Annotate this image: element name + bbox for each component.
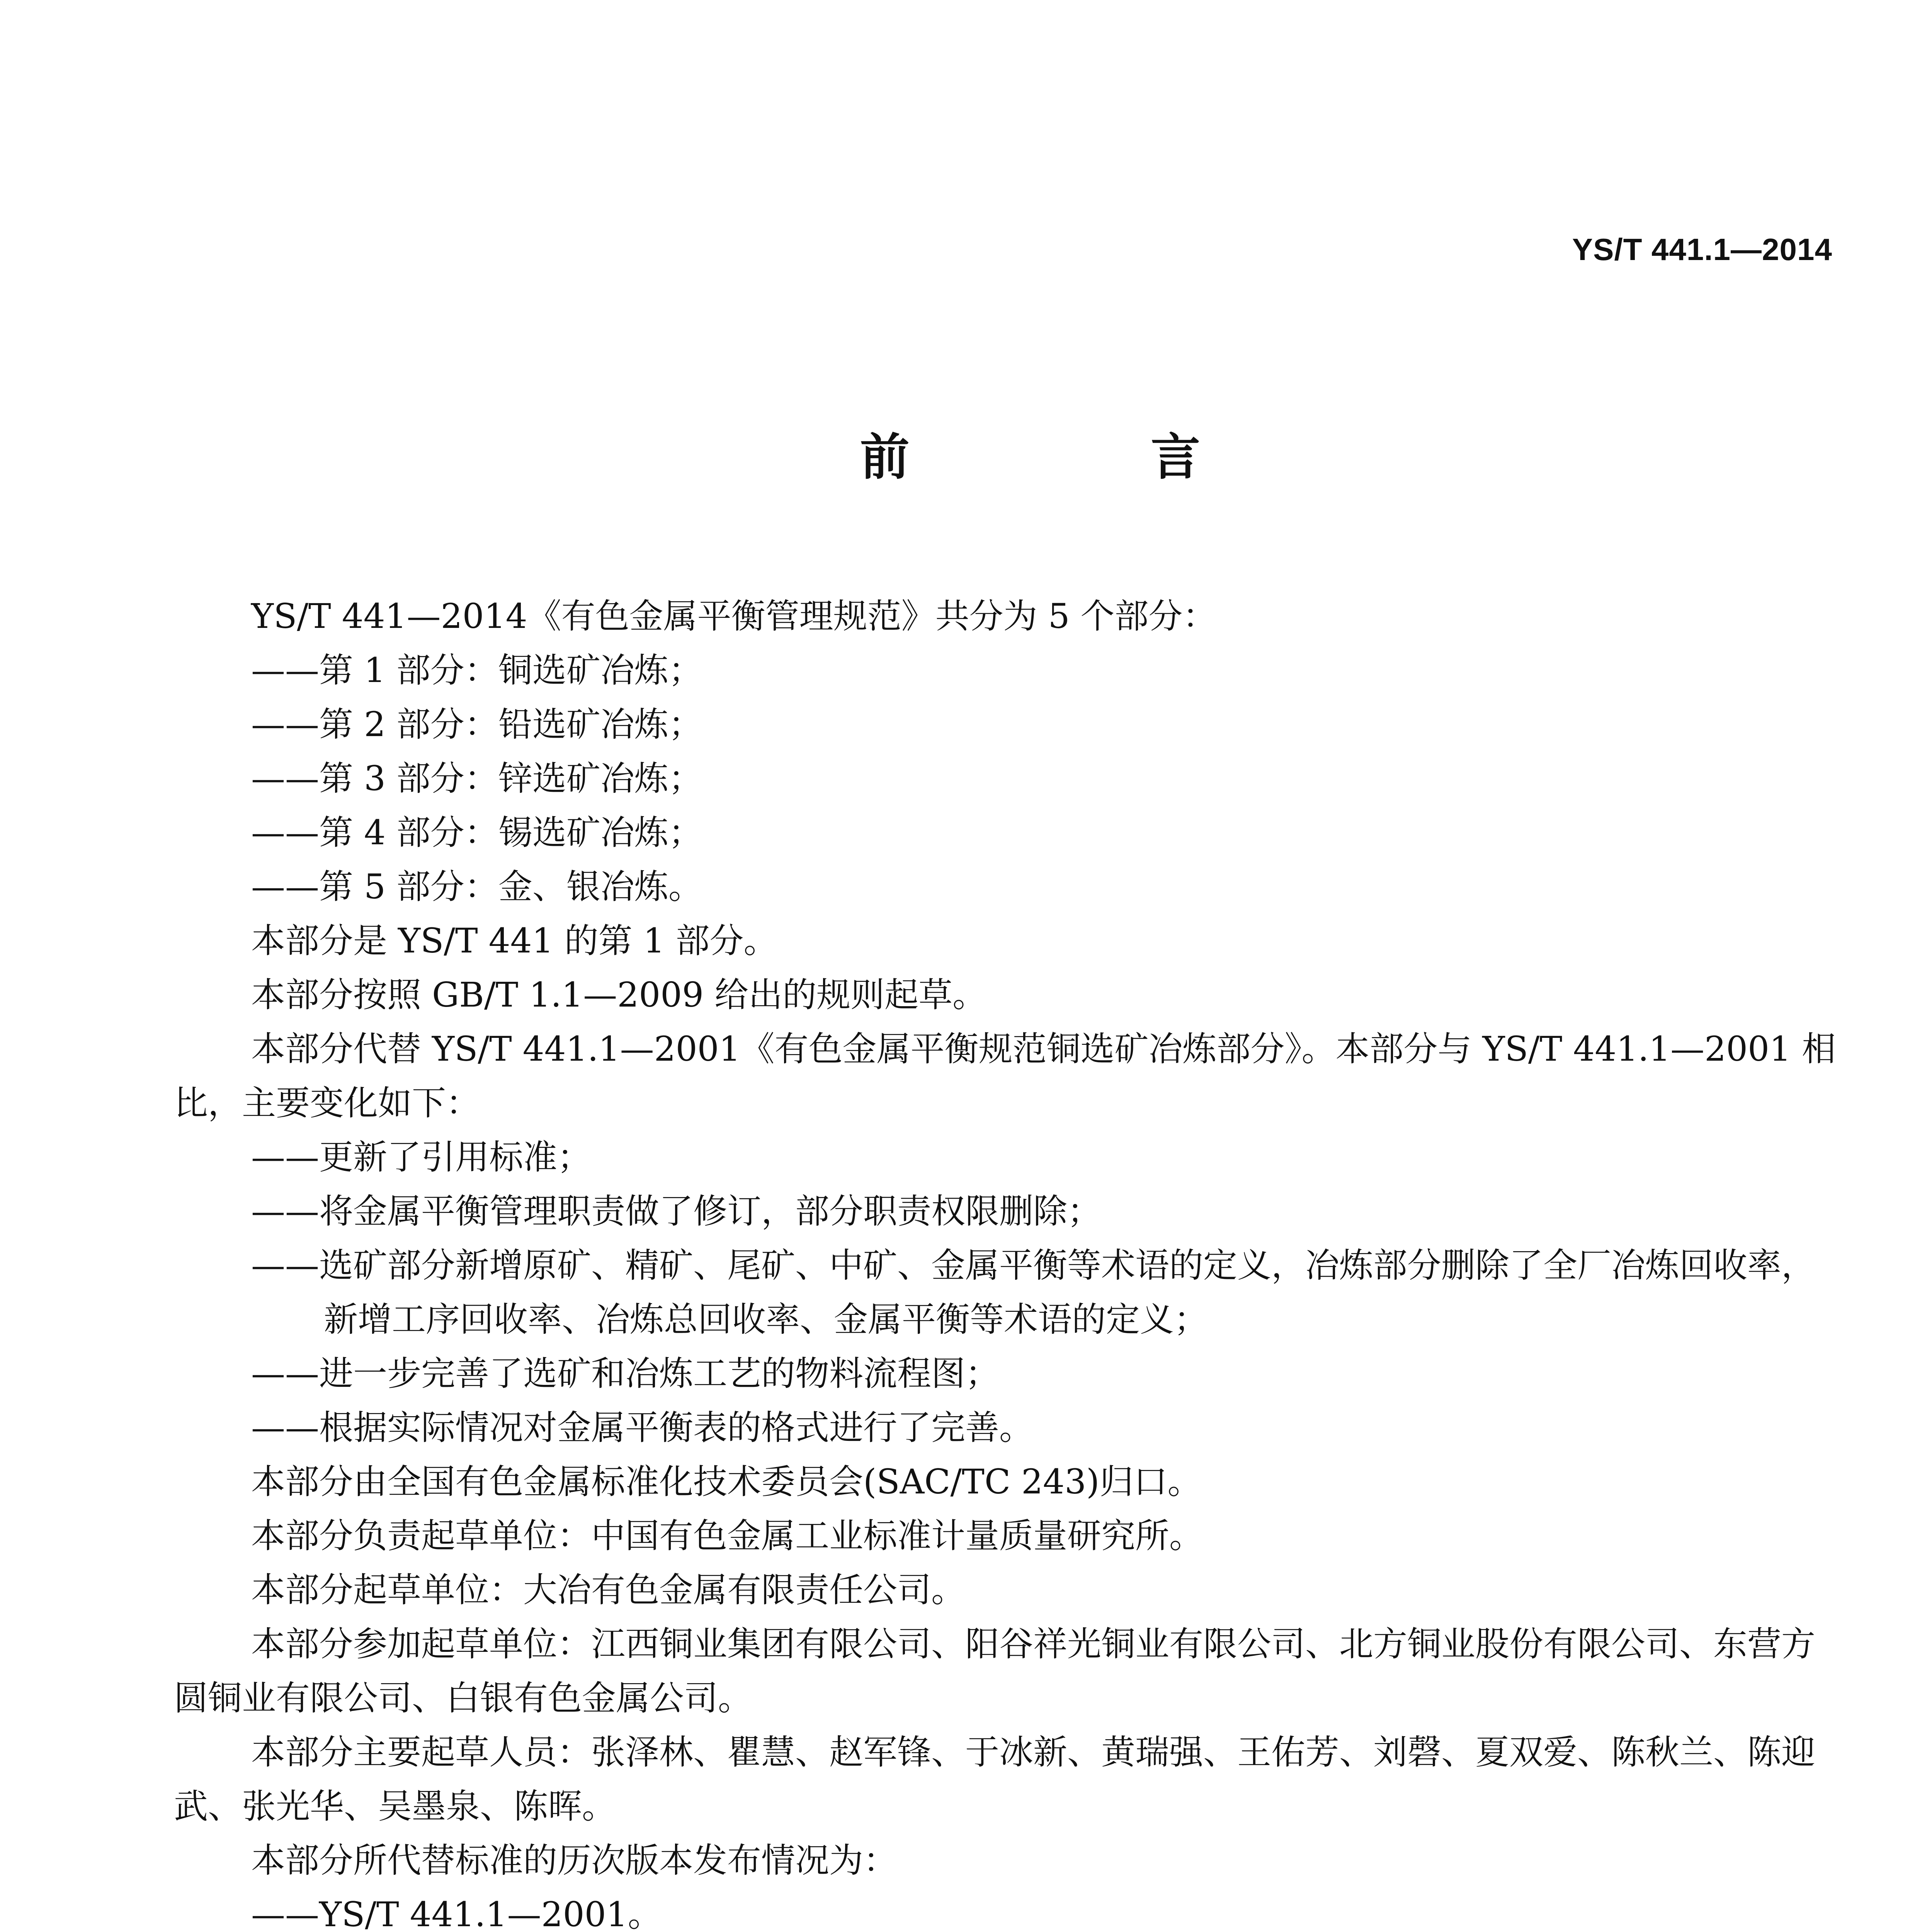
drafting-rules-paragraph: 本部分按照 GB/T 1.1—2009 给出的规则起草。 <box>251 975 987 1015</box>
participating-units-paragraph: 本部分参加起草单位：江西铜业集团有限公司、阳谷祥光铜业有限公司、北方铜业股份有限公司、东营方圆铜业有限公司、白银有色金属公司。 <box>174 1624 1816 1718</box>
page-title: 前 言 <box>860 429 1313 486</box>
standard-code: YS/T 441.1—2014 <box>1572 232 1832 267</box>
change-list-item: ——选矿部分新增原矿、精矿、尾矿、中矿、金属平衡等术语的定义，冶炼部分删除了全厂冶炼回收率，新增工序回收率、冶炼总回收率、金属平衡等术语的定义； <box>251 1245 1816 1339</box>
history-list-item: ——YS/T 441.1—2001。 <box>251 1895 662 1932</box>
this-part-paragraph: 本部分是 YS/T 441 的第 1 部分。 <box>251 921 778 961</box>
part-list-item: ——第 4 部分：锡选矿冶炼； <box>251 813 702 852</box>
drafting-unit-paragraph: 本部分起草单位：大冶有色金属有限责任公司。 <box>251 1570 966 1610</box>
foreword-body <box>174 589 1847 1932</box>
part-list-item: ——第 1 部分：铜选矿冶炼； <box>251 650 702 690</box>
change-list-item: ——将金属平衡管理职责做了修订，部分职责权限删除； <box>251 1191 1102 1231</box>
part-list-item: ——第 3 部分：锌选矿冶炼； <box>251 759 702 798</box>
change-list-item: ——进一步完善了选矿和冶炼工艺的物料流程图； <box>251 1354 1000 1393</box>
change-list-item: ——根据实际情况对金属平衡表的格式进行了完善。 <box>251 1408 1034 1447</box>
proposed-by-paragraph: 本部分由全国有色金属标准化技术委员会(SAC/TC 243)归口。 <box>251 1462 1202 1502</box>
replaces-paragraph: 本部分代替 YS/T 441.1—2001《有色金属平衡规范铜选矿冶炼部分》。本部分与 YS/T 441.1—2001 相比，主要变化如下： <box>174 1029 1836 1123</box>
intro-paragraph: YS/T 441—2014《有色金属平衡管理规范》共分为 5 个部分： <box>251 596 1217 636</box>
change-list-item: ——更新了引用标准； <box>251 1137 592 1177</box>
responsible-unit-paragraph: 本部分负责起草单位：中国有色金属工业标准计量质量研究所。 <box>251 1516 1204 1556</box>
part-list-item: ——第 5 部分：金、银冶炼。 <box>251 867 702 906</box>
history-intro-paragraph: 本部分所代替标准的历次版本发布情况为： <box>251 1840 898 1880</box>
main-drafters-paragraph: 本部分主要起草人员：张泽林、瞿慧、赵军锋、于冰新、黄瑞强、王佑芳、刘磬、夏双爱、陈秋兰、陈迎武、张光华、吴墨泉、陈晖。 <box>174 1732 1816 1826</box>
part-list-item: ——第 2 部分：铅选矿冶炼； <box>251 704 702 744</box>
